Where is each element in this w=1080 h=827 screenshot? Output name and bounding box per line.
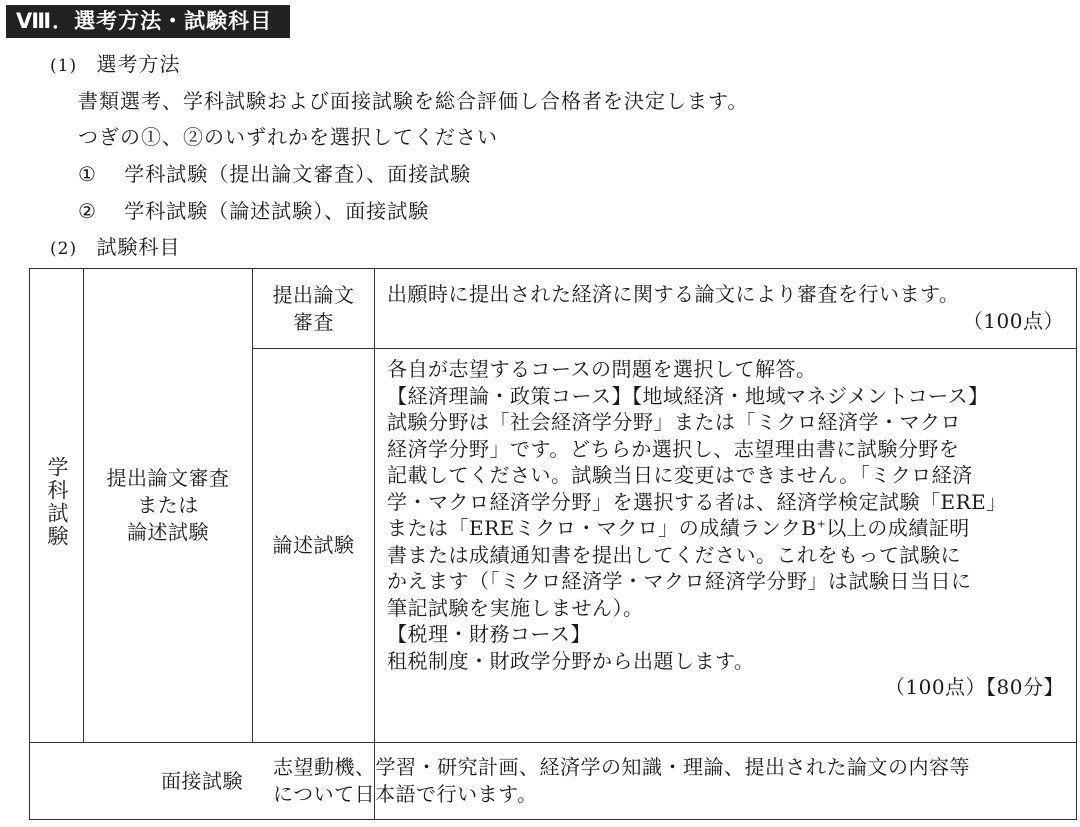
paper-review-desc-cell bbox=[375, 269, 1077, 349]
option-2-text: 学科試験（論述試験）、面接試験 bbox=[124, 199, 430, 223]
choice-line-2: または bbox=[137, 493, 199, 517]
paper-review-name-2: 審査 bbox=[293, 309, 334, 334]
method-number: (1) bbox=[50, 56, 78, 76]
interview-desc-2: について日本語で行います。 bbox=[273, 781, 538, 806]
paper-review-desc: 出願時に提出された経済に関する論文により審査を行います。 bbox=[387, 282, 960, 306]
essay-line: 【税理・財務コース】 bbox=[387, 622, 591, 646]
essay-line: 各自が志望するコースの問題を選択して解答。 bbox=[387, 357, 817, 381]
essay-line: 学・マクロ経済学分野」を選択する者は、経済学検定試験「ERE」 bbox=[387, 489, 1007, 514]
method-heading bbox=[50, 51, 180, 79]
plus-superscript: + bbox=[816, 517, 827, 531]
essay-name: 論述試験 bbox=[272, 533, 355, 557]
table-row bbox=[30, 269, 1077, 349]
choice-line-3: 論述試験 bbox=[127, 520, 209, 544]
essay-line-part: または「EREミクロ・マクロ」の成績ランクB bbox=[387, 516, 817, 540]
option-1 bbox=[78, 161, 471, 187]
method-label: 選考方法 bbox=[96, 52, 181, 76]
option-2-number: ② bbox=[78, 199, 97, 223]
method-line-1: 書類選考、学科試験および面接試験を総合評価し合格者を決定します。 bbox=[78, 89, 749, 113]
essay-line bbox=[387, 515, 1064, 542]
option-2 bbox=[78, 198, 429, 224]
essay-line: 筆記試験を実施しません）。 bbox=[387, 595, 644, 620]
option-1-number: ① bbox=[78, 162, 97, 186]
choice-cell bbox=[84, 269, 253, 743]
paper-review-name-cell bbox=[253, 269, 375, 349]
paper-review-name-1: 提出論文 bbox=[272, 282, 355, 307]
subjects-heading bbox=[50, 234, 180, 262]
section-heading: Ⅷ．選考方法・試験科目 bbox=[6, 5, 290, 38]
interview-desc-1: 志望動機、学習・研究計画、経済学の知識・理論、提出された論文の内容等 bbox=[273, 754, 970, 779]
category-cell bbox=[30, 269, 84, 743]
paper-review-score: （100点） bbox=[962, 309, 1064, 333]
subjects-table bbox=[29, 268, 1077, 820]
interview-name: 面接試験 bbox=[161, 768, 243, 793]
essay-name-cell bbox=[253, 349, 375, 743]
essay-score: （100点）【80分】 bbox=[884, 675, 1064, 699]
method-line-2: つぎの①、②のいずれかを選択してください bbox=[78, 125, 498, 149]
table-row bbox=[30, 743, 1077, 820]
subjects-label: 試験科目 bbox=[96, 235, 181, 259]
essay-desc-cell bbox=[375, 349, 1077, 743]
category-label: 学科試験 bbox=[45, 456, 69, 548]
interview-desc-cell bbox=[273, 743, 1077, 820]
essay-line: 書または成績通知書を提出してください。これをもって試験に bbox=[387, 542, 961, 567]
essay-line: 【経済理論・政策コース】【地域経済・地域マネジメントコース】 bbox=[387, 383, 989, 408]
essay-line: 経済学分野」です。どちらか選択し、志望理由書に試験分野を bbox=[387, 436, 960, 461]
option-1-text: 学科試験（提出論文審査）、面接試験 bbox=[124, 162, 472, 186]
subjects-number: (2) bbox=[50, 239, 78, 259]
essay-line: 記載してください。試験当日に変更はできません。「ミクロ経済 bbox=[387, 463, 973, 487]
essay-line: 試験分野は「社会経済学分野」または「ミクロ経済学・マクロ bbox=[387, 410, 961, 434]
essay-line: かえます（「ミクロ経済学・マクロ経済学分野」は試験日当日に bbox=[387, 569, 972, 593]
essay-line-part: 以上の成績証明 bbox=[826, 516, 970, 540]
choice-line-1: 提出論文審査 bbox=[106, 466, 230, 490]
essay-line: 租税制度・財政学分野から出題します。 bbox=[387, 648, 755, 673]
